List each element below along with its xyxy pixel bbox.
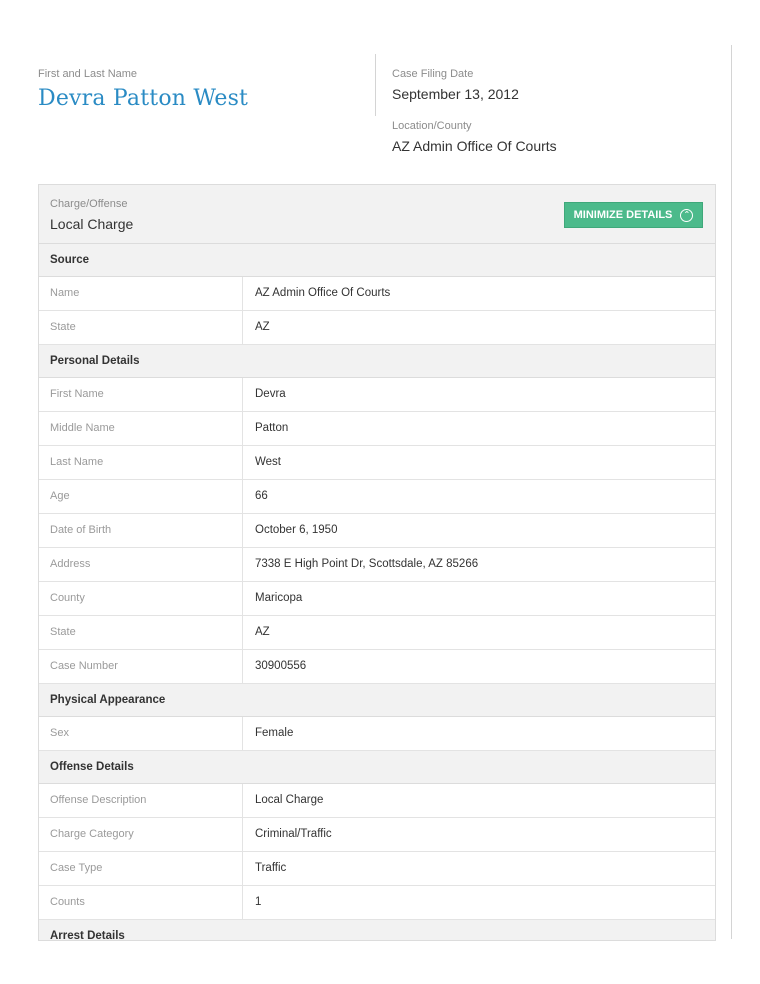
row-label: Address (39, 548, 243, 581)
section-physical-appearance: Physical Appearance (39, 684, 715, 717)
table-row (39, 480, 715, 514)
row-label: Middle Name (39, 412, 243, 445)
page-divider (731, 45, 732, 939)
row-label: Offense Description (39, 784, 243, 817)
name-block (38, 68, 248, 111)
name-label: First and Last Name (38, 68, 138, 80)
table-row (39, 277, 715, 311)
row-value: Devra (255, 388, 286, 400)
filing-date-label: Case Filing Date (392, 68, 474, 80)
filing-date: September 13, 2012 (392, 86, 519, 102)
row-value: AZ (255, 321, 270, 333)
row-value: Female (255, 727, 294, 739)
table-row (39, 616, 715, 650)
section-arrest-details: Arrest Details (39, 920, 715, 941)
table-row (39, 582, 715, 616)
row-value: 30900556 (255, 660, 307, 672)
row-value: 66 (255, 490, 268, 502)
section-personal-details: Personal Details (39, 345, 715, 378)
row-label: State (39, 311, 243, 344)
row-value: AZ (255, 626, 270, 638)
location-label: Location/County (392, 120, 472, 132)
chevron-up-circle-icon: ⌃ (680, 209, 693, 222)
table-row (39, 852, 715, 886)
table-row (39, 784, 715, 818)
row-label: Sex (39, 717, 243, 750)
charge-value: Local Charge (50, 216, 134, 232)
charge-details-card (38, 184, 716, 941)
table-row (39, 650, 715, 684)
table-row (39, 311, 715, 345)
section-source: Source (39, 244, 715, 277)
table-row (39, 818, 715, 852)
table-row (39, 717, 715, 751)
table-row (39, 548, 715, 582)
case-meta (392, 68, 557, 154)
row-value: Local Charge (255, 794, 324, 806)
charge-header (39, 185, 715, 244)
charge-label: Charge/Offense (50, 198, 128, 210)
row-label: County (39, 582, 243, 615)
record-header (38, 60, 718, 170)
table-row (39, 378, 715, 412)
row-label: Case Number (39, 650, 243, 683)
location-value: AZ Admin Office Of Courts (392, 138, 557, 154)
row-label: Date of Birth (39, 514, 243, 547)
row-label: State (39, 616, 243, 649)
row-value: Patton (255, 422, 289, 434)
row-value: AZ Admin Office Of Courts (255, 287, 391, 299)
minimize-details-label: MINIMIZE DETAILS (573, 209, 673, 221)
table-row (39, 886, 715, 920)
table-row (39, 446, 715, 480)
row-label: Age (39, 480, 243, 513)
row-value: Criminal/Traffic (255, 828, 332, 840)
row-label: Last Name (39, 446, 243, 479)
table-row (39, 412, 715, 446)
row-label: Name (39, 277, 243, 310)
row-value: West (255, 456, 281, 468)
row-value: October 6, 1950 (255, 524, 338, 536)
table-row (39, 514, 715, 548)
minimize-details-button[interactable] (564, 202, 703, 228)
header-separator (375, 54, 376, 116)
person-name: Devra Patton West (38, 86, 249, 111)
row-value: 1 (255, 896, 262, 908)
row-value: Traffic (255, 862, 287, 874)
row-label: Counts (39, 886, 243, 919)
section-offense-details: Offense Details (39, 751, 715, 784)
row-label: Charge Category (39, 818, 243, 851)
row-value: 7338 E High Point Dr, Scottsdale, AZ 85266 (255, 558, 479, 570)
row-value: Maricopa (255, 592, 303, 604)
row-label: First Name (39, 378, 243, 411)
row-label: Case Type (39, 852, 243, 885)
